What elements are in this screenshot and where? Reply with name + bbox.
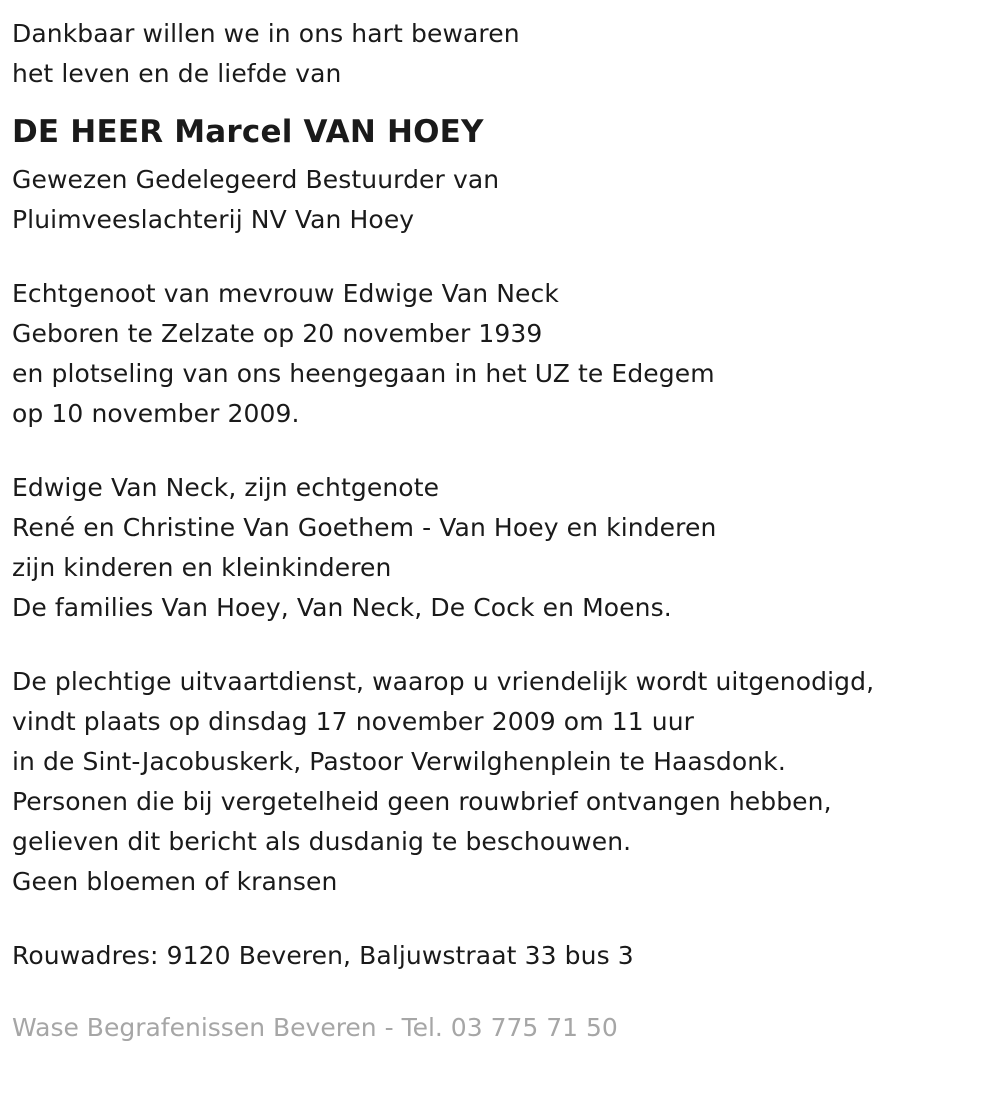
details-line-2: Geboren te Zelzate op 20 november 1939 <box>12 319 543 348</box>
service-line-2: vindt plaats op dinsdag 17 november 2009 om 11 uur <box>12 707 695 736</box>
spacer-after-titles <box>12 240 976 274</box>
opening-line-2: het leven en de liefde van <box>12 59 342 88</box>
spacer-after-details <box>12 434 976 468</box>
service-line-6: Geen bloemen of kransen <box>12 867 338 896</box>
details-line-4: op 10 november 2009. <box>12 399 300 428</box>
opening-block <box>12 14 976 94</box>
details-block <box>12 274 976 434</box>
service-line-1: De plechtige uitvaartdienst, waarop u vriendelijk wordt uitgenodigd, <box>12 667 875 696</box>
spacer-after-service <box>12 902 976 936</box>
family-line-2: René en Christine Van Goethem - Van Hoey en kinderen <box>12 513 717 542</box>
service-line-5: gelieven dit bericht als dusdanig te beschouwen. <box>12 827 632 856</box>
family-line-3: zijn kinderen en kleinkinderen <box>12 553 392 582</box>
opening-line-1: Dankbaar willen we in ons hart bewaren <box>12 19 520 48</box>
details-line-1: Echtgenoot van mevrouw Edwige Van Neck <box>12 279 559 308</box>
titles-block <box>12 160 976 240</box>
spacer-after-family <box>12 628 976 662</box>
family-line-1: Edwige Van Neck, zijn echtgenote <box>12 473 440 502</box>
funeral-home-footer: Wase Begrafenissen Beveren - Tel. 03 775 71 50 <box>12 1013 618 1042</box>
deceased-name: DE HEER Marcel VAN HOEY <box>12 114 484 150</box>
service-block <box>12 662 976 902</box>
mourning-address: Rouwadres: 9120 Beveren, Baljuwstraat 33 bus 3 <box>12 941 634 970</box>
footer-block <box>12 1008 976 1048</box>
title-line-2: Pluimveeslachterij NV Van Hoey <box>12 205 415 234</box>
service-line-4: Personen die bij vergetelheid geen rouwbrief ontvangen hebben, <box>12 787 832 816</box>
service-line-3: in de Sint-Jacobuskerk, Pastoor Verwilghenplein te Haasdonk. <box>12 747 786 776</box>
family-block <box>12 468 976 628</box>
title-line-1: Gewezen Gedelegeerd Bestuurder van <box>12 165 500 194</box>
details-line-3: en plotseling van ons heengegaan in het UZ te Edegem <box>12 359 715 388</box>
family-line-4: De families Van Hoey, Van Neck, De Cock en Moens. <box>12 593 672 622</box>
